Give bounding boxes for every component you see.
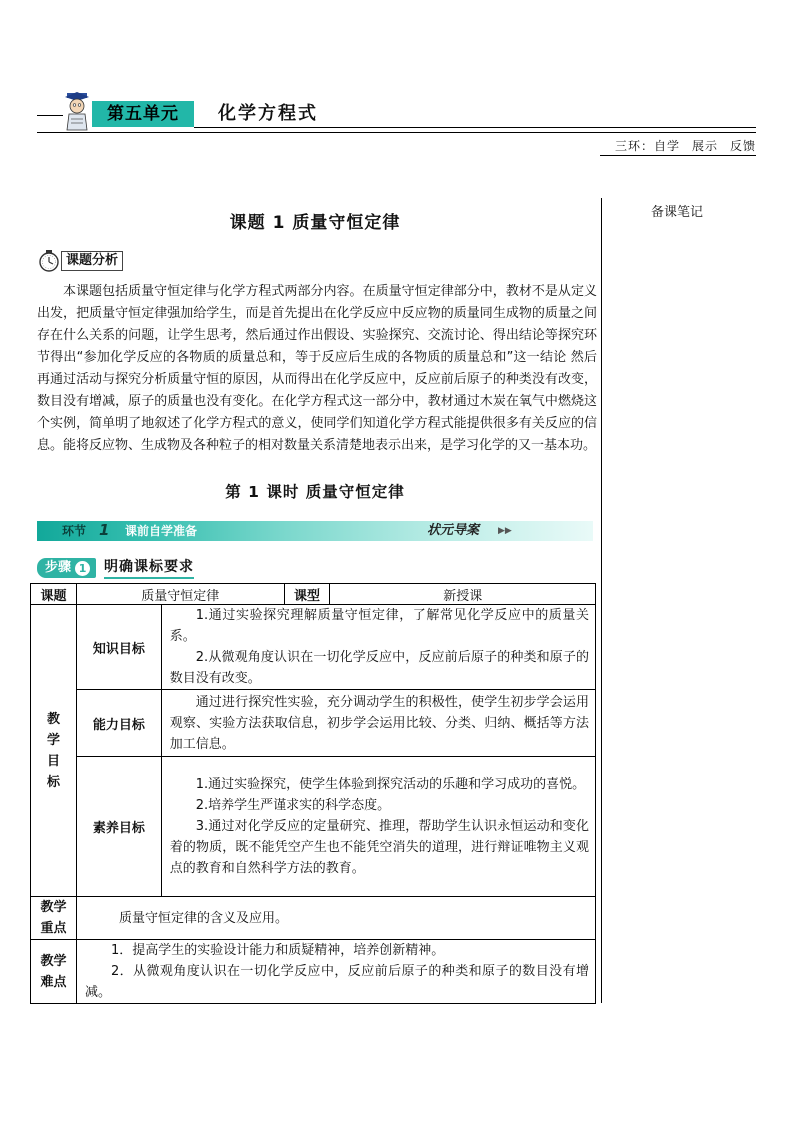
table-row bbox=[31, 757, 596, 897]
type-label: 课型 bbox=[284, 584, 330, 605]
key-point-label bbox=[31, 897, 77, 940]
three-rings-label bbox=[603, 137, 756, 154]
analysis-tag bbox=[37, 251, 123, 271]
goals-label-char: 教 bbox=[46, 711, 60, 727]
unit-title: 化学方程式 bbox=[218, 103, 318, 124]
table-row bbox=[31, 897, 596, 940]
double-arrow-icon: ▶▶ bbox=[498, 526, 512, 536]
goals-label-char: 目 bbox=[46, 753, 60, 769]
ability-label: 能力目标 bbox=[76, 690, 161, 757]
key-label-line: 重点 bbox=[40, 921, 67, 936]
table-row bbox=[31, 940, 596, 1004]
goals-label-char: 标 bbox=[46, 774, 60, 790]
lesson-title: 课题 1 质量守恒定律 bbox=[229, 213, 401, 233]
difficulty-label bbox=[31, 940, 77, 1004]
notes-divider bbox=[601, 198, 602, 1003]
step-pill bbox=[37, 558, 96, 578]
period-title: 第 1 课时 质量守恒定律 bbox=[225, 483, 405, 501]
unit-badge: 第五单元 bbox=[92, 101, 194, 127]
ring-self-study: 三环：自学 bbox=[614, 139, 680, 153]
stage-brand: 状元导案 bbox=[427, 523, 480, 538]
key-point-item: 质量守恒定律的含义及应用。 bbox=[118, 910, 288, 926]
literacy-item: 1.通过实验探究，使学生体验到探究活动的乐趣和学习成功的喜悦。 bbox=[195, 777, 586, 792]
type-value: 新授课 bbox=[330, 584, 596, 605]
key-label-line: 教学 bbox=[40, 900, 67, 915]
clock-icon bbox=[37, 249, 63, 273]
literacy-item: 2.培养学生严谨求实的科学态度。 bbox=[195, 798, 391, 813]
objectives-table bbox=[30, 583, 596, 1004]
stage-label: 环节 bbox=[62, 524, 87, 538]
key-point-text bbox=[76, 897, 595, 940]
topic-value: 质量守恒定律 bbox=[76, 584, 284, 605]
ability-goals bbox=[161, 690, 595, 757]
header-line-bottom bbox=[37, 132, 756, 133]
step-number: 1 bbox=[75, 561, 90, 576]
ring-display: 展示 bbox=[691, 139, 718, 153]
knowledge-goals bbox=[161, 605, 595, 690]
rings-underline bbox=[600, 155, 756, 156]
literacy-item: 3.通过对化学反应的定量研究、推理，帮助学生认识永恒运动和变化着的物质，既不能凭空产生也不能凭空消失的道理，进行辩证唯物主义观点的教育和自然科学方法的教育。 bbox=[169, 819, 589, 876]
knowledge-item: 2.从微观角度认识在一切化学反应中，反应前后原子的种类和原子的数目没有改变。 bbox=[169, 650, 589, 686]
goals-label-char: 学 bbox=[46, 732, 60, 748]
step-tag bbox=[37, 557, 194, 579]
stage-name: 课前自学准备 bbox=[125, 524, 198, 538]
ability-item: 通过进行探究性实验，充分调动学生的积极性，使学生初步学会运用观察、实验方法获取信息，初步学会运用比较、分类、归纳、概括等方法加工信息。 bbox=[169, 694, 589, 752]
analysis-paragraph: 本课题包括质量守恒定律与化学方程式两部分内容。在质量守恒定律部分中，教材不是从定义出发，把质量守恒定律强加给学生，而是首先提出在化学反应中反应物的质量同生成物的质量之间存在什么关系的问题，让学生思考，然后通过作出假设、实验探究、交流讨论、得出结论等探究环节得出“参加化学反应的各物质的质量总和，等于反应后生成的各物质的质量总和”这一结论 然后再通过活动与探究分析质量守恒的原因，从而得出在化学反应中，反应前后原子的种类没有改变，数目没有增减，原子的质量也没有变化。在化学方程式这一部分中，教材通过木炭在氧气中燃烧这个实例，简单明了地叙述了化学方程式的意义，使同学们知道化学方程式能提供很多有关反应的信息。能将反应物、生成物及各种粒子的相对数量关系清楚地表示出来，是学习化学的又一基本功。 bbox=[37, 284, 597, 453]
stage-bar bbox=[37, 521, 593, 541]
difficulty-label-line: 教学 bbox=[40, 953, 67, 969]
student-mascot-icon bbox=[62, 92, 92, 132]
difficulty-text bbox=[76, 940, 595, 1004]
table-row bbox=[31, 690, 596, 757]
literacy-goals bbox=[161, 757, 595, 897]
notes-label: 备课笔记 bbox=[651, 205, 704, 220]
header-line-left bbox=[37, 115, 63, 116]
topic-label: 课题 bbox=[31, 584, 77, 605]
difficulty-label-line: 难点 bbox=[40, 974, 67, 990]
step-label: 明确课标要求 bbox=[104, 557, 194, 579]
table-row bbox=[31, 584, 596, 605]
step-pill-label: 步骤 bbox=[45, 560, 72, 575]
difficulty-item: 1．提高学生的实验设计能力和质疑精神，培养创新精神。 bbox=[110, 943, 445, 958]
goals-label bbox=[31, 605, 77, 897]
analysis-tag-label: 课题分析 bbox=[61, 251, 123, 271]
header-line-right bbox=[194, 127, 756, 128]
table-row bbox=[31, 605, 596, 690]
literacy-label: 素养目标 bbox=[76, 757, 161, 897]
stage-number: 1 bbox=[99, 521, 110, 539]
difficulty-item: 2．从微观角度认识在一切化学反应中，反应前后原子的种类和原子的数目没有增减。 bbox=[84, 964, 589, 1000]
knowledge-label: 知识目标 bbox=[76, 605, 161, 690]
knowledge-item: 1.通过实验探究理解质量守恒定律，了解常见化学反应中的质量关系。 bbox=[169, 608, 589, 644]
ring-feedback: 反馈 bbox=[729, 139, 756, 153]
